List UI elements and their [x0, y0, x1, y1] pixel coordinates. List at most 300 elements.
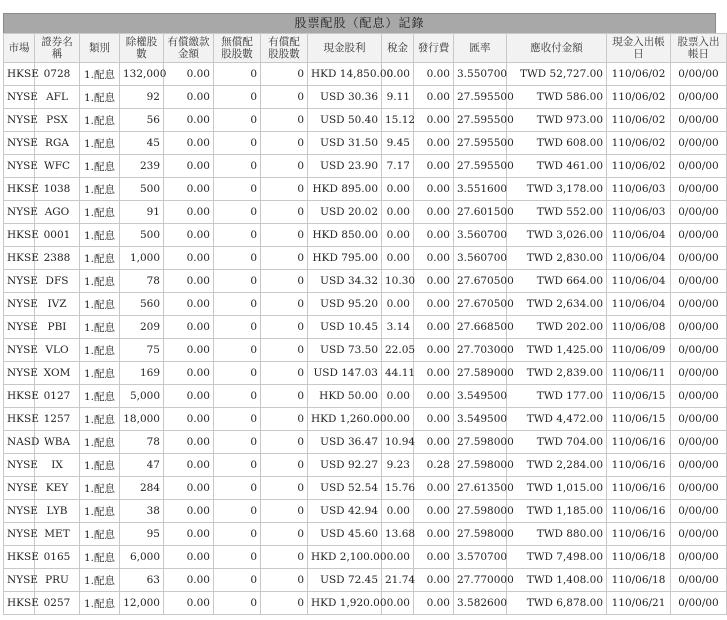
cell-market: HKSE [4, 178, 35, 201]
cell-cash-dividend: HKD 895.00 [308, 178, 382, 201]
cell-cash-dividend: USD 92.27 [308, 454, 382, 477]
cell-issue-fee: 0.00 [414, 431, 454, 454]
cell-issue-fee: 0.00 [414, 132, 454, 155]
cell-tax: 0.00 [382, 500, 414, 523]
cell-ex-rights-shares: 78 [120, 270, 164, 293]
cell-stock-posting-date: 0/00/00 [671, 155, 727, 178]
cell-paid-amount: 0.00 [164, 178, 214, 201]
cell-exchange-rate: 27.598000 [454, 431, 507, 454]
cell-receivable-amount: TWD 1,015.00 [507, 477, 607, 500]
cell-ex-rights-shares: 12,000 [120, 592, 164, 615]
cell-tax: 0.00 [382, 63, 414, 86]
table-row [4, 339, 727, 362]
cell-tax: 3.14 [382, 316, 414, 339]
cell-paid-bonus-shares: 0 [261, 201, 308, 224]
cell-tax: 0.00 [382, 385, 414, 408]
cell-issue-fee: 0.00 [414, 546, 454, 569]
cell-paid-amount: 0.00 [164, 385, 214, 408]
cell-issue-fee: 0.00 [414, 201, 454, 224]
cell-market: NYSE [4, 270, 35, 293]
cell-cash-dividend: HKD 2,100.00 [308, 546, 382, 569]
cell-stock-posting-date: 0/00/00 [671, 63, 727, 86]
cell-receivable-amount: TWD 1,425.00 [507, 339, 607, 362]
cell-security-name: PRU [35, 569, 80, 592]
cell-security-name: 0728 [35, 63, 80, 86]
cell-free-bonus-shares: 0 [214, 270, 261, 293]
cell-cash-dividend: USD 31.50 [308, 132, 382, 155]
col-exchange-rate: 匯率 [454, 34, 507, 63]
cell-exchange-rate: 3.560700 [454, 224, 507, 247]
cell-stock-posting-date: 0/00/00 [671, 569, 727, 592]
col-issue-fee: 發行費 [414, 34, 454, 63]
cell-exchange-rate: 3.560700 [454, 247, 507, 270]
cell-cash-dividend: USD 10.45 [308, 316, 382, 339]
cell-market: NYSE [4, 201, 35, 224]
col-cash-posting-date: 現金入出帳日 [607, 34, 671, 63]
cell-market: NYSE [4, 293, 35, 316]
cell-market: NYSE [4, 109, 35, 132]
cell-cash-dividend: HKD 795.00 [308, 247, 382, 270]
cell-paid-amount: 0.00 [164, 201, 214, 224]
cell-ex-rights-shares: 63 [120, 569, 164, 592]
cell-security-name: AGO [35, 201, 80, 224]
cell-cash-dividend: HKD 850.00 [308, 224, 382, 247]
cell-tax: 10.30 [382, 270, 414, 293]
table-row [4, 293, 727, 316]
cell-security-name: 0165 [35, 546, 80, 569]
cell-free-bonus-shares: 0 [214, 569, 261, 592]
cell-cash-posting-date: 110/06/04 [607, 270, 671, 293]
table-title: 股票配股（配息）記錄 [3, 13, 716, 33]
cell-paid-amount: 0.00 [164, 270, 214, 293]
cell-tax: 9.45 [382, 132, 414, 155]
cell-issue-fee: 0.00 [414, 362, 454, 385]
cell-ex-rights-shares: 500 [120, 178, 164, 201]
cell-cash-dividend: USD 30.36 [308, 86, 382, 109]
cell-issue-fee: 0.28 [414, 454, 454, 477]
cell-ex-rights-shares: 239 [120, 155, 164, 178]
cell-category: 1.配息 [80, 546, 120, 569]
cell-tax: 9.23 [382, 454, 414, 477]
cell-ex-rights-shares: 169 [120, 362, 164, 385]
cell-paid-amount: 0.00 [164, 523, 214, 546]
cell-paid-bonus-shares: 0 [261, 155, 308, 178]
cell-paid-bonus-shares: 0 [261, 178, 308, 201]
cell-ex-rights-shares: 132,000 [120, 63, 164, 86]
cell-security-name: IVZ [35, 293, 80, 316]
cell-exchange-rate: 27.595500 [454, 132, 507, 155]
table-row [4, 523, 727, 546]
cell-free-bonus-shares: 0 [214, 477, 261, 500]
cell-exchange-rate: 27.601500 [454, 201, 507, 224]
cell-security-name: 0127 [35, 385, 80, 408]
cell-cash-posting-date: 110/06/16 [607, 431, 671, 454]
cell-receivable-amount: TWD 1,185.00 [507, 500, 607, 523]
cell-security-name: 2388 [35, 247, 80, 270]
cell-category: 1.配息 [80, 592, 120, 615]
cell-ex-rights-shares: 1,000 [120, 247, 164, 270]
cell-cash-dividend: HKD 1,260.00 [308, 408, 382, 431]
cell-tax: 0.00 [382, 224, 414, 247]
cell-paid-bonus-shares: 0 [261, 546, 308, 569]
cell-cash-dividend: USD 23.90 [308, 155, 382, 178]
cell-tax: 7.17 [382, 155, 414, 178]
cell-security-name: PBI [35, 316, 80, 339]
cell-free-bonus-shares: 0 [214, 155, 261, 178]
cell-cash-posting-date: 110/06/16 [607, 477, 671, 500]
cell-free-bonus-shares: 0 [214, 201, 261, 224]
cell-exchange-rate: 27.595500 [454, 155, 507, 178]
cell-security-name: VLO [35, 339, 80, 362]
cell-category: 1.配息 [80, 500, 120, 523]
cell-receivable-amount: TWD 880.00 [507, 523, 607, 546]
cell-receivable-amount: TWD 608.00 [507, 132, 607, 155]
cell-stock-posting-date: 0/00/00 [671, 454, 727, 477]
cell-ex-rights-shares: 6,000 [120, 546, 164, 569]
cell-free-bonus-shares: 0 [214, 86, 261, 109]
cell-exchange-rate: 27.598000 [454, 523, 507, 546]
col-receivable-amount: 應收付金額 [507, 34, 607, 63]
cell-paid-amount: 0.00 [164, 431, 214, 454]
cell-paid-bonus-shares: 0 [261, 293, 308, 316]
cell-exchange-rate: 27.703000 [454, 339, 507, 362]
cell-issue-fee: 0.00 [414, 500, 454, 523]
cell-market: HKSE [4, 63, 35, 86]
cell-paid-bonus-shares: 0 [261, 109, 308, 132]
cell-cash-dividend: USD 72.45 [308, 569, 382, 592]
cell-cash-posting-date: 110/06/04 [607, 247, 671, 270]
cell-stock-posting-date: 0/00/00 [671, 339, 727, 362]
cell-category: 1.配息 [80, 477, 120, 500]
cell-category: 1.配息 [80, 569, 120, 592]
cell-ex-rights-shares: 5,000 [120, 385, 164, 408]
cell-stock-posting-date: 0/00/00 [671, 362, 727, 385]
col-security-name: 證券名稱 [35, 34, 80, 63]
cell-category: 1.配息 [80, 293, 120, 316]
cell-stock-posting-date: 0/00/00 [671, 178, 727, 201]
cell-cash-dividend: USD 50.40 [308, 109, 382, 132]
cell-receivable-amount: TWD 3,026.00 [507, 224, 607, 247]
cell-ex-rights-shares: 209 [120, 316, 164, 339]
cell-cash-dividend: USD 42.94 [308, 500, 382, 523]
dividend-table [3, 33, 727, 615]
cell-receivable-amount: TWD 2,839.00 [507, 362, 607, 385]
cell-stock-posting-date: 0/00/00 [671, 546, 727, 569]
cell-cash-posting-date: 110/06/18 [607, 546, 671, 569]
cell-market: NASD [4, 431, 35, 454]
cell-stock-posting-date: 0/00/00 [671, 293, 727, 316]
table-row [4, 431, 727, 454]
cell-cash-posting-date: 110/06/16 [607, 454, 671, 477]
cell-paid-amount: 0.00 [164, 293, 214, 316]
cell-cash-posting-date: 110/06/09 [607, 339, 671, 362]
cell-free-bonus-shares: 0 [214, 500, 261, 523]
cell-cash-posting-date: 110/06/16 [607, 523, 671, 546]
cell-security-name: XOM [35, 362, 80, 385]
cell-security-name: LYB [35, 500, 80, 523]
cell-market: NYSE [4, 316, 35, 339]
cell-tax: 44.11 [382, 362, 414, 385]
cell-market: NYSE [4, 362, 35, 385]
table-row [4, 362, 727, 385]
cell-issue-fee: 0.00 [414, 109, 454, 132]
cell-exchange-rate: 3.551600 [454, 178, 507, 201]
table-row [4, 408, 727, 431]
cell-tax: 15.76 [382, 477, 414, 500]
table-row [4, 316, 727, 339]
cell-category: 1.配息 [80, 523, 120, 546]
cell-tax: 0.00 [382, 201, 414, 224]
table-row [4, 224, 727, 247]
cell-cash-dividend: USD 147.03 [308, 362, 382, 385]
cell-market: HKSE [4, 247, 35, 270]
cell-market: NYSE [4, 132, 35, 155]
cell-paid-amount: 0.00 [164, 247, 214, 270]
cell-tax: 0.00 [382, 592, 414, 615]
cell-paid-amount: 0.00 [164, 63, 214, 86]
cell-cash-dividend: USD 95.20 [308, 293, 382, 316]
cell-paid-bonus-shares: 0 [261, 63, 308, 86]
cell-paid-amount: 0.00 [164, 316, 214, 339]
cell-security-name: 0001 [35, 224, 80, 247]
cell-category: 1.配息 [80, 155, 120, 178]
cell-security-name: MET [35, 523, 80, 546]
cell-issue-fee: 0.00 [414, 247, 454, 270]
cell-receivable-amount: TWD 1,408.00 [507, 569, 607, 592]
cell-free-bonus-shares: 0 [214, 408, 261, 431]
cell-cash-posting-date: 110/06/15 [607, 385, 671, 408]
cell-issue-fee: 0.00 [414, 155, 454, 178]
cell-stock-posting-date: 0/00/00 [671, 109, 727, 132]
cell-paid-bonus-shares: 0 [261, 523, 308, 546]
cell-tax: 0.00 [382, 178, 414, 201]
table-row [4, 500, 727, 523]
cell-paid-amount: 0.00 [164, 454, 214, 477]
cell-exchange-rate: 27.598000 [454, 500, 507, 523]
cell-tax: 0.00 [382, 293, 414, 316]
cell-exchange-rate: 27.595500 [454, 109, 507, 132]
cell-market: NYSE [4, 477, 35, 500]
cell-exchange-rate: 27.670500 [454, 270, 507, 293]
cell-category: 1.配息 [80, 86, 120, 109]
cell-receivable-amount: TWD 202.00 [507, 316, 607, 339]
cell-cash-posting-date: 110/06/02 [607, 132, 671, 155]
cell-cash-dividend: USD 34.32 [308, 270, 382, 293]
cell-security-name: AFL [35, 86, 80, 109]
cell-stock-posting-date: 0/00/00 [671, 408, 727, 431]
cell-paid-bonus-shares: 0 [261, 132, 308, 155]
cell-tax: 0.00 [382, 408, 414, 431]
cell-paid-bonus-shares: 0 [261, 500, 308, 523]
cell-free-bonus-shares: 0 [214, 132, 261, 155]
cell-paid-bonus-shares: 0 [261, 569, 308, 592]
cell-ex-rights-shares: 500 [120, 224, 164, 247]
cell-ex-rights-shares: 18,000 [120, 408, 164, 431]
cell-category: 1.配息 [80, 316, 120, 339]
cell-ex-rights-shares: 284 [120, 477, 164, 500]
table-row [4, 155, 727, 178]
cell-receivable-amount: TWD 52,727.00 [507, 63, 607, 86]
cell-category: 1.配息 [80, 201, 120, 224]
cell-receivable-amount: TWD 664.00 [507, 270, 607, 293]
cell-free-bonus-shares: 0 [214, 523, 261, 546]
cell-issue-fee: 0.00 [414, 408, 454, 431]
cell-security-name: IX [35, 454, 80, 477]
cell-ex-rights-shares: 91 [120, 201, 164, 224]
cell-paid-bonus-shares: 0 [261, 86, 308, 109]
cell-receivable-amount: TWD 177.00 [507, 385, 607, 408]
cell-receivable-amount: TWD 973.00 [507, 109, 607, 132]
cell-category: 1.配息 [80, 224, 120, 247]
cell-paid-amount: 0.00 [164, 155, 214, 178]
dividend-records-panel [3, 13, 720, 615]
cell-issue-fee: 0.00 [414, 523, 454, 546]
cell-free-bonus-shares: 0 [214, 224, 261, 247]
table-row [4, 385, 727, 408]
cell-tax: 10.94 [382, 431, 414, 454]
cell-market: NYSE [4, 500, 35, 523]
cell-exchange-rate: 3.570700 [454, 546, 507, 569]
cell-stock-posting-date: 0/00/00 [671, 431, 727, 454]
cell-category: 1.配息 [80, 339, 120, 362]
cell-ex-rights-shares: 75 [120, 339, 164, 362]
cell-exchange-rate: 3.550700 [454, 63, 507, 86]
cell-exchange-rate: 27.595500 [454, 86, 507, 109]
cell-cash-dividend: USD 52.54 [308, 477, 382, 500]
cell-category: 1.配息 [80, 63, 120, 86]
cell-receivable-amount: TWD 7,498.00 [507, 546, 607, 569]
cell-cash-posting-date: 110/06/11 [607, 362, 671, 385]
col-stock-posting-date: 股票入出帳日 [671, 34, 727, 63]
cell-receivable-amount: TWD 2,284.00 [507, 454, 607, 477]
cell-issue-fee: 0.00 [414, 569, 454, 592]
cell-stock-posting-date: 0/00/00 [671, 592, 727, 615]
cell-receivable-amount: TWD 2,830.00 [507, 247, 607, 270]
cell-free-bonus-shares: 0 [214, 431, 261, 454]
cell-free-bonus-shares: 0 [214, 247, 261, 270]
cell-paid-amount: 0.00 [164, 546, 214, 569]
cell-receivable-amount: TWD 586.00 [507, 86, 607, 109]
cell-cash-posting-date: 110/06/16 [607, 500, 671, 523]
cell-free-bonus-shares: 0 [214, 316, 261, 339]
cell-market: NYSE [4, 86, 35, 109]
cell-exchange-rate: 27.598000 [454, 454, 507, 477]
cell-paid-bonus-shares: 0 [261, 362, 308, 385]
col-paid-amount: 有償繳款金額 [164, 34, 214, 63]
cell-cash-dividend: USD 45.60 [308, 523, 382, 546]
cell-tax: 22.05 [382, 339, 414, 362]
cell-free-bonus-shares: 0 [214, 63, 261, 86]
col-ex-rights-shares: 除權股數 [120, 34, 164, 63]
cell-cash-dividend: HKD 1,920.00 [308, 592, 382, 615]
cell-ex-rights-shares: 38 [120, 500, 164, 523]
cell-cash-posting-date: 110/06/08 [607, 316, 671, 339]
cell-issue-fee: 0.00 [414, 293, 454, 316]
cell-paid-bonus-shares: 0 [261, 385, 308, 408]
cell-ex-rights-shares: 78 [120, 431, 164, 454]
table-row [4, 201, 727, 224]
cell-exchange-rate: 27.589000 [454, 362, 507, 385]
cell-free-bonus-shares: 0 [214, 362, 261, 385]
cell-issue-fee: 0.00 [414, 178, 454, 201]
cell-tax: 0.00 [382, 546, 414, 569]
cell-exchange-rate: 27.770000 [454, 569, 507, 592]
cell-security-name: 1038 [35, 178, 80, 201]
cell-issue-fee: 0.00 [414, 477, 454, 500]
col-tax: 稅金 [382, 34, 414, 63]
cell-cash-dividend: USD 36.47 [308, 431, 382, 454]
cell-issue-fee: 0.00 [414, 270, 454, 293]
header-row [4, 34, 727, 63]
col-market: 市場 [4, 34, 35, 63]
cell-receivable-amount: TWD 704.00 [507, 431, 607, 454]
cell-paid-bonus-shares: 0 [261, 408, 308, 431]
cell-cash-posting-date: 110/06/15 [607, 408, 671, 431]
cell-paid-bonus-shares: 0 [261, 316, 308, 339]
cell-free-bonus-shares: 0 [214, 454, 261, 477]
cell-market: NYSE [4, 339, 35, 362]
cell-category: 1.配息 [80, 431, 120, 454]
cell-tax: 0.00 [382, 247, 414, 270]
cell-category: 1.配息 [80, 132, 120, 155]
table-row [4, 546, 727, 569]
cell-category: 1.配息 [80, 109, 120, 132]
cell-paid-bonus-shares: 0 [261, 431, 308, 454]
cell-security-name: RGA [35, 132, 80, 155]
cell-paid-bonus-shares: 0 [261, 247, 308, 270]
cell-free-bonus-shares: 0 [214, 339, 261, 362]
cell-issue-fee: 0.00 [414, 385, 454, 408]
cell-market: NYSE [4, 155, 35, 178]
cell-ex-rights-shares: 47 [120, 454, 164, 477]
cell-free-bonus-shares: 0 [214, 385, 261, 408]
cell-category: 1.配息 [80, 247, 120, 270]
cell-cash-posting-date: 110/06/02 [607, 86, 671, 109]
cell-tax: 9.11 [382, 86, 414, 109]
cell-stock-posting-date: 0/00/00 [671, 224, 727, 247]
cell-paid-bonus-shares: 0 [261, 270, 308, 293]
cell-receivable-amount: TWD 6,878.00 [507, 592, 607, 615]
cell-cash-dividend: USD 20.02 [308, 201, 382, 224]
cell-free-bonus-shares: 0 [214, 178, 261, 201]
cell-ex-rights-shares: 45 [120, 132, 164, 155]
cell-category: 1.配息 [80, 408, 120, 431]
cell-security-name: 0257 [35, 592, 80, 615]
cell-tax: 15.12 [382, 109, 414, 132]
cell-paid-bonus-shares: 0 [261, 339, 308, 362]
cell-exchange-rate: 27.670500 [454, 293, 507, 316]
cell-exchange-rate: 27.668500 [454, 316, 507, 339]
cell-paid-bonus-shares: 0 [261, 592, 308, 615]
cell-paid-bonus-shares: 0 [261, 224, 308, 247]
cell-stock-posting-date: 0/00/00 [671, 500, 727, 523]
cell-ex-rights-shares: 92 [120, 86, 164, 109]
cell-exchange-rate: 3.549500 [454, 385, 507, 408]
col-free-bonus-shares: 無償配股股數 [214, 34, 261, 63]
cell-paid-amount: 0.00 [164, 224, 214, 247]
cell-issue-fee: 0.00 [414, 339, 454, 362]
cell-category: 1.配息 [80, 362, 120, 385]
cell-cash-posting-date: 110/06/21 [607, 592, 671, 615]
cell-stock-posting-date: 0/00/00 [671, 316, 727, 339]
table-row [4, 592, 727, 615]
col-category: 類別 [80, 34, 120, 63]
cell-issue-fee: 0.00 [414, 224, 454, 247]
cell-paid-bonus-shares: 0 [261, 454, 308, 477]
cell-stock-posting-date: 0/00/00 [671, 132, 727, 155]
cell-cash-dividend: HKD 50.00 [308, 385, 382, 408]
table-row [4, 132, 727, 155]
